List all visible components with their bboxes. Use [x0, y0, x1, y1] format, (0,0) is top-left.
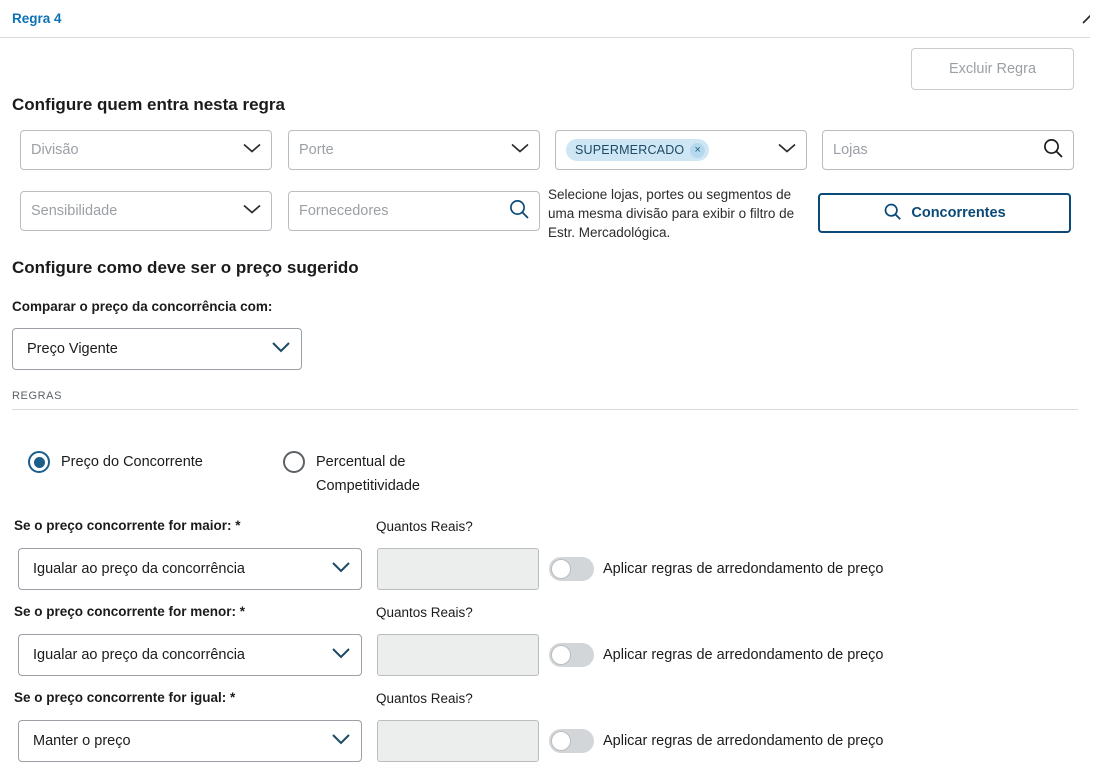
condition-equal-rounding-label: Aplicar regras de arredondamento de preço	[603, 733, 884, 749]
condition-greater-amount-label: Quantos Reais?	[376, 519, 473, 534]
segmento-chip	[566, 139, 709, 161]
delete-rule-button[interactable]: Excluir Regra	[911, 48, 1074, 90]
divisao-placeholder: Divisão	[31, 142, 79, 158]
competitors-button-label: Concorrentes	[911, 205, 1006, 221]
condition-equal-action-select[interactable]	[18, 720, 362, 762]
compare-label: Comparar o preço da concorrência com:	[12, 299, 273, 314]
right-margin	[1090, 0, 1112, 770]
chevron-down-icon	[510, 142, 530, 159]
competitors-button[interactable]	[818, 193, 1071, 233]
sensibilidade-select[interactable]	[20, 191, 272, 231]
condition-lower-amount-label: Quantos Reais?	[376, 605, 473, 620]
chevron-down-icon	[777, 142, 797, 159]
lojas-input[interactable]	[822, 130, 1074, 170]
condition-greater-action-select[interactable]	[18, 548, 362, 590]
condition-lower-rounding-label: Aplicar regras de arredondamento de preço	[603, 647, 884, 663]
chevron-down-icon	[242, 203, 262, 220]
divisao-select[interactable]	[20, 130, 272, 170]
condition-equal-amount-input[interactable]	[377, 720, 539, 762]
chevron-down-icon	[242, 142, 262, 159]
chip-remove-icon[interactable]: ×	[690, 143, 705, 158]
chevron-down-icon	[330, 560, 352, 578]
search-icon	[508, 198, 530, 224]
chevron-down-icon	[330, 732, 352, 750]
condition-greater-rounding-label: Aplicar regras de arredondamento de preço	[603, 561, 884, 577]
condition-lower-action-select[interactable]	[18, 634, 362, 676]
section-title-suggested-price: Configure como deve ser o preço sugerido	[12, 258, 359, 277]
condition-equal-rounding-toggle[interactable]	[549, 729, 594, 753]
search-icon	[883, 202, 902, 225]
chevron-down-icon	[330, 646, 352, 664]
condition-lower-label: Se o preço concorrente for menor: *	[14, 604, 246, 619]
radio-competitor-price-label: Preço do Concorrente	[61, 454, 203, 470]
radio-unselected-icon	[283, 451, 305, 473]
chevron-down-icon	[270, 340, 292, 358]
condition-equal-label: Se o preço concorrente for igual: *	[14, 690, 236, 705]
section-title-who-enters: Configure quem entra nesta regra	[12, 95, 286, 114]
condition-lower-rounding-toggle[interactable]	[549, 643, 594, 667]
segmento-chip-label: SUPERMERCADO	[575, 143, 685, 157]
condition-greater-label: Se o preço concorrente for maior: *	[14, 518, 241, 533]
condition-lower-amount-input[interactable]	[377, 634, 539, 676]
lojas-placeholder: Lojas	[833, 142, 868, 158]
radio-competitiveness-percent[interactable]	[283, 450, 446, 498]
condition-lower-action-value: Igualar ao preço da concorrência	[33, 647, 245, 663]
condition-greater-action-value: Igualar ao preço da concorrência	[33, 561, 245, 577]
radio-competitiveness-percent-label: Percentual de Competitividade	[316, 454, 420, 494]
sensibilidade-placeholder: Sensibilidade	[31, 203, 118, 219]
fornecedores-input[interactable]	[288, 191, 540, 231]
condition-equal-action-value: Manter o preço	[33, 733, 131, 749]
condition-greater-amount-input[interactable]	[377, 548, 539, 590]
fornecedores-placeholder: Fornecedores	[299, 203, 389, 219]
divider	[12, 409, 1078, 410]
compare-select[interactable]	[12, 328, 302, 370]
condition-equal-amount-label: Quantos Reais?	[376, 691, 473, 706]
condition-greater-rounding-toggle[interactable]	[549, 557, 594, 581]
compare-select-value: Preço Vigente	[27, 341, 118, 357]
radio-selected-icon	[28, 451, 50, 473]
rule-header	[0, 0, 1090, 38]
segmento-select[interactable]	[555, 130, 807, 170]
radio-competitor-price[interactable]	[28, 450, 203, 474]
search-icon	[1042, 137, 1064, 163]
porte-placeholder: Porte	[299, 142, 334, 158]
filter-hint-text: Selecione lojas, portes ou segmentos de uma mesma divisão para exibir o filtro de Estr. Mercadológica.	[548, 187, 795, 240]
rules-group-label: REGRAS	[12, 390, 63, 402]
rule-title: Regra 4	[12, 11, 62, 26]
porte-select[interactable]	[288, 130, 540, 170]
